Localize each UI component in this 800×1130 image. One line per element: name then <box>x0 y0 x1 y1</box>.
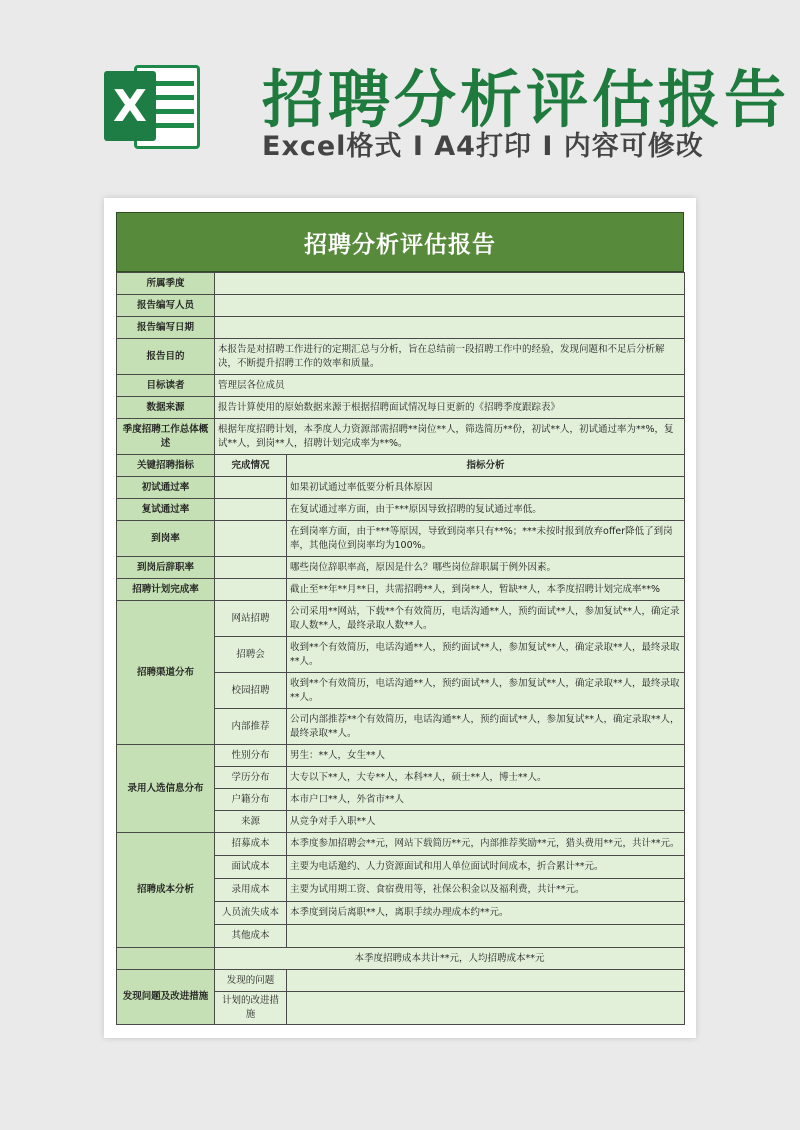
row-date <box>117 317 685 339</box>
label-source: 数据来源 <box>117 397 215 419</box>
value-purpose[interactable]: 本报告是对招聘工作进行的定期汇总与分析，旨在总结前一段招聘工作中的经验，发现问题和不足后分析解决，不断提升招聘工作的效率和质量。 <box>215 339 685 375</box>
costs-label: 招聘成本分析 <box>117 833 215 948</box>
kpi-label: 招聘计划完成率 <box>117 579 215 601</box>
report-grid <box>116 272 685 1025</box>
cost-name: 其他成本 <box>215 925 287 948</box>
value-quarter[interactable] <box>215 273 685 295</box>
cost-row <box>117 833 685 856</box>
banner-title: 招聘分析评估报告 <box>262 63 791 136</box>
row-author <box>117 295 685 317</box>
channel-name: 网站招聘 <box>215 601 287 637</box>
kpi-header-analysis: 指标分析 <box>287 455 685 477</box>
kpi-status[interactable] <box>215 557 287 579</box>
label-readers: 目标读者 <box>117 375 215 397</box>
row-source <box>117 397 685 419</box>
kpi-row <box>117 557 685 579</box>
kpi-analysis[interactable]: 在到岗率方面，由于***等原因，导致到岗率只有**%；***未按时报到放弃offer降低了到岗率，其他岗位到岗率均为100%。 <box>287 521 685 557</box>
cost-text[interactable]: 本季度参加招聘会**元，网站下载简历**元，内部推荐奖励**元，猎头费用**元，共计**元。 <box>287 833 685 856</box>
hire-name: 性别分布 <box>215 745 287 767</box>
cost-summary[interactable]: 本季度招聘成本共计**元，人均招聘成本**元 <box>215 948 685 970</box>
cost-summary-spacer <box>117 948 215 970</box>
channel-name: 内部推荐 <box>215 709 287 745</box>
channel-text[interactable]: 收到**个有效简历，电话沟通**人，预约面试**人，参加复试**人，确定录取**人，最终录取**人。 <box>287 673 685 709</box>
value-source[interactable]: 报告计算使用的原始数据来源于根据招聘面试情况每日更新的《招聘季度跟踪表》 <box>215 397 685 419</box>
kpi-row <box>117 521 685 557</box>
kpi-status[interactable] <box>215 477 287 499</box>
kpi-header-status: 完成情况 <box>215 455 287 477</box>
channels-label: 招聘渠道分布 <box>117 601 215 745</box>
value-readers[interactable]: 管理层各位成员 <box>215 375 685 397</box>
issue-text[interactable] <box>287 970 685 992</box>
value-date[interactable] <box>215 317 685 339</box>
channel-row <box>117 601 685 637</box>
hire-text[interactable]: 从竞争对手入职**人 <box>287 811 685 833</box>
hire-name: 学历分布 <box>215 767 287 789</box>
issue-text[interactable] <box>287 992 685 1025</box>
row-readers <box>117 375 685 397</box>
value-author[interactable] <box>215 295 685 317</box>
kpi-label: 初试通过率 <box>117 477 215 499</box>
cost-name: 录用成本 <box>215 879 287 902</box>
kpi-label: 到岗率 <box>117 521 215 557</box>
issue-name: 发现的问题 <box>215 970 287 992</box>
channel-name: 招聘会 <box>215 637 287 673</box>
hire-text[interactable]: 本市户口**人，外省市**人 <box>287 789 685 811</box>
excel-logo-icon <box>104 57 200 153</box>
issue-row <box>117 970 685 992</box>
kpi-row <box>117 499 685 521</box>
kpi-row <box>117 579 685 601</box>
hire-row <box>117 745 685 767</box>
channel-name: 校园招聘 <box>215 673 287 709</box>
kpi-analysis[interactable]: 截止至**年**月**日，共需招聘**人，到岗**人，暂缺**人，本季度招聘计划完成率**% <box>287 579 685 601</box>
report-title: 招聘分析评估报告 <box>116 212 684 272</box>
cost-text[interactable]: 本季度到岗后离职**人，离职手续办理成本约**元。 <box>287 902 685 925</box>
issue-name: 计划的改进措施 <box>215 992 287 1025</box>
cost-name: 面试成本 <box>215 856 287 879</box>
hire-name: 户籍分布 <box>215 789 287 811</box>
kpi-row <box>117 477 685 499</box>
kpi-status[interactable] <box>215 521 287 557</box>
kpi-status[interactable] <box>215 579 287 601</box>
cost-name: 人员流失成本 <box>215 902 287 925</box>
hire-text[interactable]: 大专以下**人，大专**人，本科**人，硕士**人，博士**人。 <box>287 767 685 789</box>
kpi-header-indicator: 关键招聘指标 <box>117 455 215 477</box>
channel-text[interactable]: 收到**个有效简历，电话沟通**人，预约面试**人，参加复试**人，确定录取**人，最终录取**人。 <box>287 637 685 673</box>
channel-text[interactable]: 公司内部推荐**个有效简历，电话沟通**人，预约面试**人，参加复试**人，确定录取**人，最终录取**人。 <box>287 709 685 745</box>
hire-name: 来源 <box>215 811 287 833</box>
kpi-status[interactable] <box>215 499 287 521</box>
kpi-label: 到岗后辞职率 <box>117 557 215 579</box>
banner-subtitle: Excel格式 I A4打印 I 内容可修改 <box>262 131 704 162</box>
label-quarter: 所属季度 <box>117 273 215 295</box>
label-purpose: 报告目的 <box>117 339 215 375</box>
logo-x-badge: X <box>104 71 156 141</box>
kpi-analysis[interactable]: 哪些岗位辞职率高，原因是什么？哪些岗位辞职属于例外因素。 <box>287 557 685 579</box>
label-date: 报告编写日期 <box>117 317 215 339</box>
row-quarter <box>117 273 685 295</box>
kpi-label: 复试通过率 <box>117 499 215 521</box>
issues-label: 发现问题及改进措施 <box>117 970 215 1025</box>
hires-label: 录用人选信息分布 <box>117 745 215 833</box>
row-overview <box>117 419 685 455</box>
value-overview[interactable]: 根据年度招聘计划，本季度人力资源部需招聘**岗位**人，筛选简历**份，初试**人，初试通过率为**%，复试**人，到岗**人，招聘计划完成率为**%。 <box>215 419 685 455</box>
cost-text[interactable] <box>287 925 685 948</box>
kpi-analysis[interactable]: 在复试通过率方面，由于***原因导致招聘的复试通过率低。 <box>287 499 685 521</box>
label-author: 报告编写人员 <box>117 295 215 317</box>
cost-name: 招募成本 <box>215 833 287 856</box>
channel-text[interactable]: 公司采用**网站，下载**个有效简历，电话沟通**人，预约面试**人，参加复试**人，确定录取人数**人，最终录取人数**人。 <box>287 601 685 637</box>
cost-text[interactable]: 主要为电话邀约、人力资源面试和用人单位面试时间成本，折合累计**元。 <box>287 856 685 879</box>
cost-summary-row <box>117 948 685 970</box>
label-overview: 季度招聘工作总体概述 <box>117 419 215 455</box>
cost-text[interactable]: 主要为试用期工资、食宿费用等，社保公积金以及福利费，共计**元。 <box>287 879 685 902</box>
report-table <box>116 212 684 1025</box>
kpi-analysis[interactable]: 如果初试通过率低要分析具体原因 <box>287 477 685 499</box>
kpi-header-row <box>117 455 685 477</box>
row-purpose <box>117 339 685 375</box>
hire-text[interactable]: 男生：**人，女生**人 <box>287 745 685 767</box>
